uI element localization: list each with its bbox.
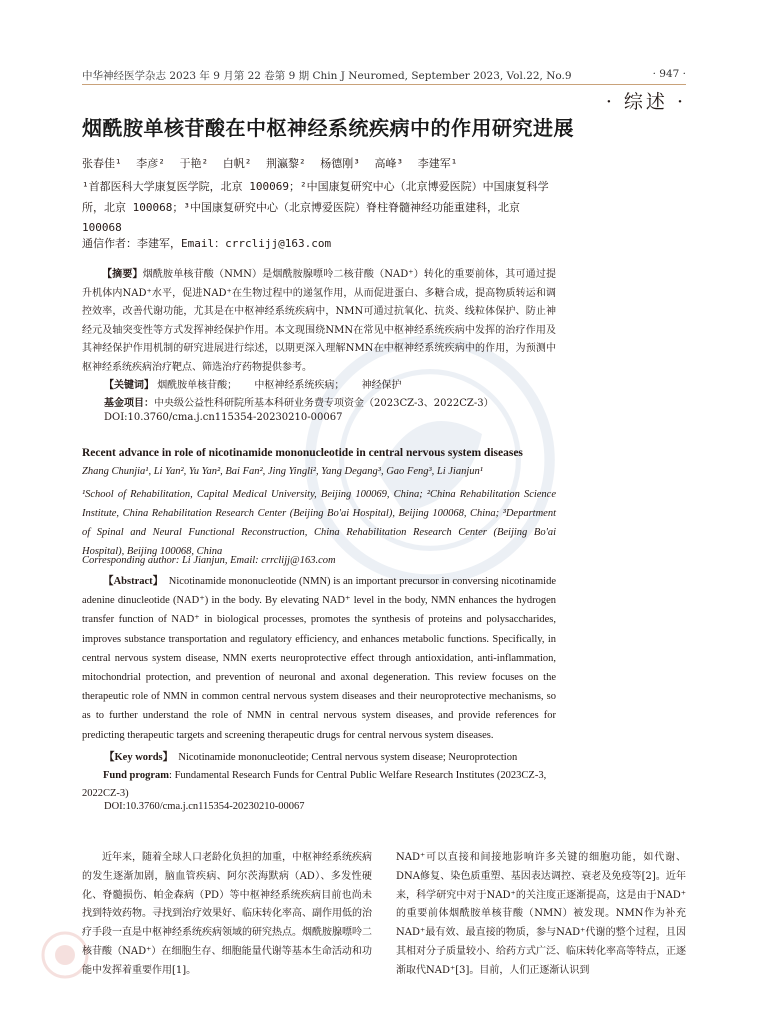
cn-keywords bbox=[104, 376, 402, 391]
en-abstract-label: 【Abstract】 bbox=[103, 576, 164, 587]
cn-keyword: 中枢神经系统疾病； bbox=[254, 380, 345, 391]
cn-fund bbox=[104, 394, 494, 409]
running-header bbox=[82, 68, 686, 83]
cn-doi: DOI:10.3760/cma.j.cn115354-20230210-00067 bbox=[104, 412, 343, 423]
cn-abstract bbox=[82, 266, 556, 377]
page-number: · 947 · bbox=[652, 68, 686, 80]
en-abstract bbox=[82, 572, 556, 745]
en-keywords-label: 【Key words】 bbox=[104, 752, 174, 763]
en-keywords-text: Nicotinamide mononucleotide; Central nervous system disease; Neuroprotection bbox=[178, 752, 518, 763]
en-abstract-text: Nicotinamide mononucleotide (NMN) is an important precursor in conversing nicotinamide adenine dinucleotide (NAD⁺) in the body. By elevating NAD⁺ level in the body, NMN enhances the hydrogen transfer function of NAD⁺ in biological processes, promotes the synthesis of proteins and polysaccharides, improves substance transportation and regulatory efficiency, and enhances metabolic functions. Specifically, in central nervous system disease, NMN exerts neuroprotective effect through antioxidation, anti-inflammation, mitochondrial protection, and prevention of neuronal and axonal degeneration. This review focuses on the therapeutic role of NMN in common central nervous system diseases and their neuroprotective mechanisms, so as to further understand the role of NMN in central nervous system diseases, and provide references for predicting therapeutic targets and screening therapeutic drugs for central nervous system diseases. bbox=[82, 576, 556, 741]
running-title: 中华神经医学杂志 2023 年 9 月第 22 卷第 9 期 Chin J Neuromed, September 2023, Vol.22, No.9 bbox=[82, 70, 572, 82]
en-fund bbox=[82, 767, 556, 803]
cn-abstract-text: 烟酰胺单核苷酸（NMN）是烟酰胺腺嘌呤二核苷酸（NAD⁺）转化的重要前体，其可通过提升机体内NAD⁺水平，促进NAD⁺在生物过程中的递氢作用，从而促进蛋白、多糖合成，提高物质转运和调控效率，改善代谢功能，尤其是在中枢神经系统疾病中，NMN可通过抗氧化、抗炎、线粒体保护、防止神经元及轴突变性等方式发挥神经保护作用。本文现围绕NMN在常见中枢神经系统疾病中发挥的治疗作用及其神经保护作用机制的研究进展进行综述，以期更深入理解NMN在中枢神经系统疾病中的作用，为预测中枢神经系统疾病治疗靶点、筛选治疗药物提供参考。 bbox=[82, 269, 556, 373]
cn-fund-text: 中央级公益性科研院所基本科研业务费专项资金（2023CZ-3、2022CZ-3） bbox=[154, 398, 494, 409]
en-fund-text: : Fundamental Research Funds for Central Public Welfare Research Institutes (2023CZ-3, 2022CZ-3) bbox=[82, 770, 547, 799]
affiliations: ¹首都医科大学康复医学院，北京 100069；²中国康复研究中心（北京博爱医院）中国康复科学所，北京 100068；³中国康复研究中心（北京博爱医院）脊柱脊髓神经功能重建科，北京 100068 bbox=[82, 180, 549, 234]
cn-fund-label: 基金项目： bbox=[104, 398, 154, 409]
author-list: 张春佳¹ 李彦² 于艳² 白帆² 荆瀛黎² 杨德刚³ 高峰³ 李建军¹ bbox=[82, 157, 458, 170]
article-title: 烟酰胺单核苷酸在中枢神经系统疾病中的作用研究进展 bbox=[82, 116, 574, 140]
header-divider bbox=[82, 84, 686, 85]
cn-keyword: 神经保护 bbox=[361, 380, 402, 391]
cn-keywords-label: 【关键词】 bbox=[104, 380, 154, 391]
en-keywords bbox=[104, 749, 517, 764]
en-corresponding-author: Corresponding author: Li Jianjun, Email: crrclijj@163.com bbox=[82, 555, 336, 566]
en-doi: DOI:10.3760/cma.j.cn115354-20230210-00067 bbox=[104, 801, 305, 812]
column-label: · 综述 · bbox=[605, 91, 686, 113]
cn-abstract-label: 【摘要】 bbox=[102, 269, 143, 280]
en-affiliations: ¹School of Rehabilitation, Capital Medical University, Beijing 100069, China; ²China Rehabilitation Science Institute, China Rehabilitation Research Center (Beijing Bo'ai Hospital), Beijing 100068, China; ³Department of Spinal and Neural Functional Reconstruction, China Rehabilitation Research Center (Beijing Bo'ai Hospital), Beijing 100068, China bbox=[82, 489, 556, 557]
cn-keyword: 烟酰胺单核苷酸； bbox=[157, 380, 238, 391]
corresponding-author: 通信作者：李建军，Email：crrclijj@163.com bbox=[82, 237, 332, 250]
body-column-right: NAD⁺可以直接和间接地影响许多关键的细胞功能，如代谢、DNA修复、染色质重塑、基因表达调控、衰老及免疫等[2]。近年来，科学研究中对于NAD⁺的关注度正逐渐提高，这是由于NAD⁺的重要前体烟酰胺单核苷酸（NMN）被发现。NMN作为补充NAD⁺最有效、最直接的物质，参与NAD⁺代谢的整个过程，且因其相对分子质量较小、给药方式广泛、临床转化率高等特点，正逐渐取代NAD⁺[3]。目前，人们正逐渐认识到 bbox=[396, 852, 686, 976]
body-column-left: 近年来，随着全球人口老龄化负担的加重，中枢神经系统疾病的发生逐渐加剧，脑血管疾病、阿尔茨海默病（AD）、多发性硬化、脊髓损伤、帕金森病（PD）等中枢神经系统疾病目前也尚未找到特效药物。寻找到治疗效果好、临床转化率高、副作用低的治疗手段一直是中枢神经系统疾病领域的研究热点。烟酰胺腺嘌呤二核苷酸（NAD⁺）在细胞生存、细胞能量代谢等基本生命活动和功能中发挥着重要作用[1]。 bbox=[82, 852, 372, 976]
en-authors: Zhang Chunjia¹, Li Yan², Yu Yan², Bai Fan², Jing Yingli², Yang Degang³, Gao Feng³, Li Jianjun¹ bbox=[82, 466, 483, 477]
en-fund-label: Fund program bbox=[103, 770, 170, 781]
en-title: Recent advance in role of nicotinamide mononucleotide in central nervous system diseases bbox=[82, 447, 523, 459]
